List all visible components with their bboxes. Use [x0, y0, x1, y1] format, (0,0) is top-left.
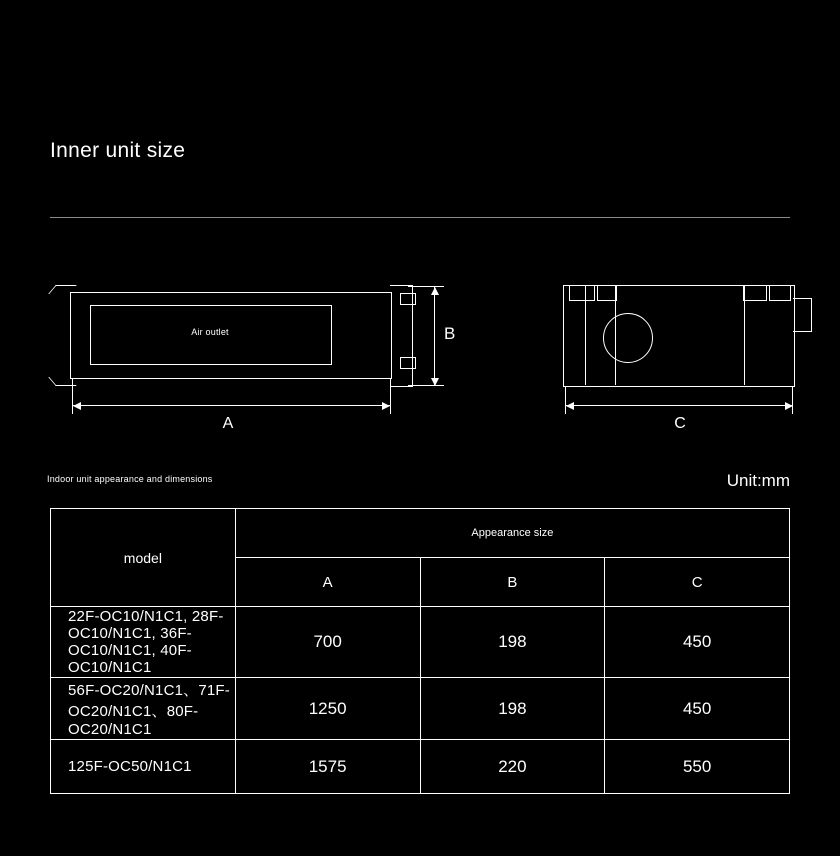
cell-b: 198: [420, 678, 605, 740]
air-outlet-label: Air outlet: [191, 327, 229, 337]
header-dim-a: A: [235, 558, 420, 607]
header-appearance-size: Appearance size: [235, 509, 789, 558]
top-tab-1: [569, 286, 595, 301]
cell-model: 125F-OC50/N1C1: [51, 740, 236, 794]
dim-b-line: [434, 286, 435, 386]
top-view-divider-3: [744, 285, 745, 385]
specs-table: [50, 508, 790, 794]
top-tab-2: [597, 286, 617, 301]
dim-b-arrow-down: [431, 378, 439, 386]
cell-a: 700: [235, 607, 420, 678]
page-title: Inner unit size: [50, 139, 186, 162]
header-dim-b: B: [420, 558, 605, 607]
diagram-area: [0, 240, 840, 440]
cell-a: 1250: [235, 678, 420, 740]
table-row: [51, 607, 790, 678]
table-row: [51, 678, 790, 740]
cell-a: 1575: [235, 740, 420, 794]
top-tab-4: [769, 286, 791, 301]
table-row: [51, 740, 790, 794]
top-tab-3: [743, 286, 767, 301]
cell-b: 220: [420, 740, 605, 794]
cell-c: 450: [605, 607, 790, 678]
top-view-divider-1: [585, 285, 586, 385]
dim-a-line: [72, 405, 390, 406]
dim-c-label: C: [674, 415, 686, 432]
dim-a-arrow-left: [73, 402, 81, 410]
specs-table-wrapper: [50, 508, 790, 794]
cell-model: 22F-OC10/N1C1, 28F-OC10/N1C1, 36F-OC10/N1C1, 40F-OC10/N1C1: [51, 607, 236, 678]
dim-c-line: [565, 405, 793, 406]
cell-c: 550: [605, 740, 790, 794]
side-connector-lower: [400, 357, 416, 369]
cell-model: 56F-OC20/N1C1、71F-OC20/N1C1、80F-OC20/N1C1: [51, 678, 236, 740]
table-header-row-1: [51, 509, 790, 558]
top-view-drawing: [545, 260, 805, 440]
dim-b-label: B: [444, 324, 456, 343]
cell-b: 198: [420, 607, 605, 678]
dim-c-arrow-right: [785, 402, 793, 410]
diagram-caption: Indoor unit appearance and dimensions: [47, 474, 213, 484]
duct-circle: [603, 313, 653, 363]
title-divider: [50, 217, 790, 218]
cell-c: 450: [605, 678, 790, 740]
top-view-right-flange: [793, 298, 812, 332]
unit-label: Unit:mm: [726, 471, 790, 490]
dim-a-label: A: [222, 415, 234, 432]
side-connector-upper: [400, 293, 416, 305]
dim-c-arrow-left: [566, 402, 574, 410]
front-view-drawing: [48, 260, 456, 440]
dim-a-extension-right: [390, 378, 391, 414]
dim-a-arrow-right: [382, 402, 390, 410]
dim-b-arrow-up: [431, 287, 439, 295]
header-dim-c: C: [605, 558, 790, 607]
header-model: model: [51, 509, 236, 607]
